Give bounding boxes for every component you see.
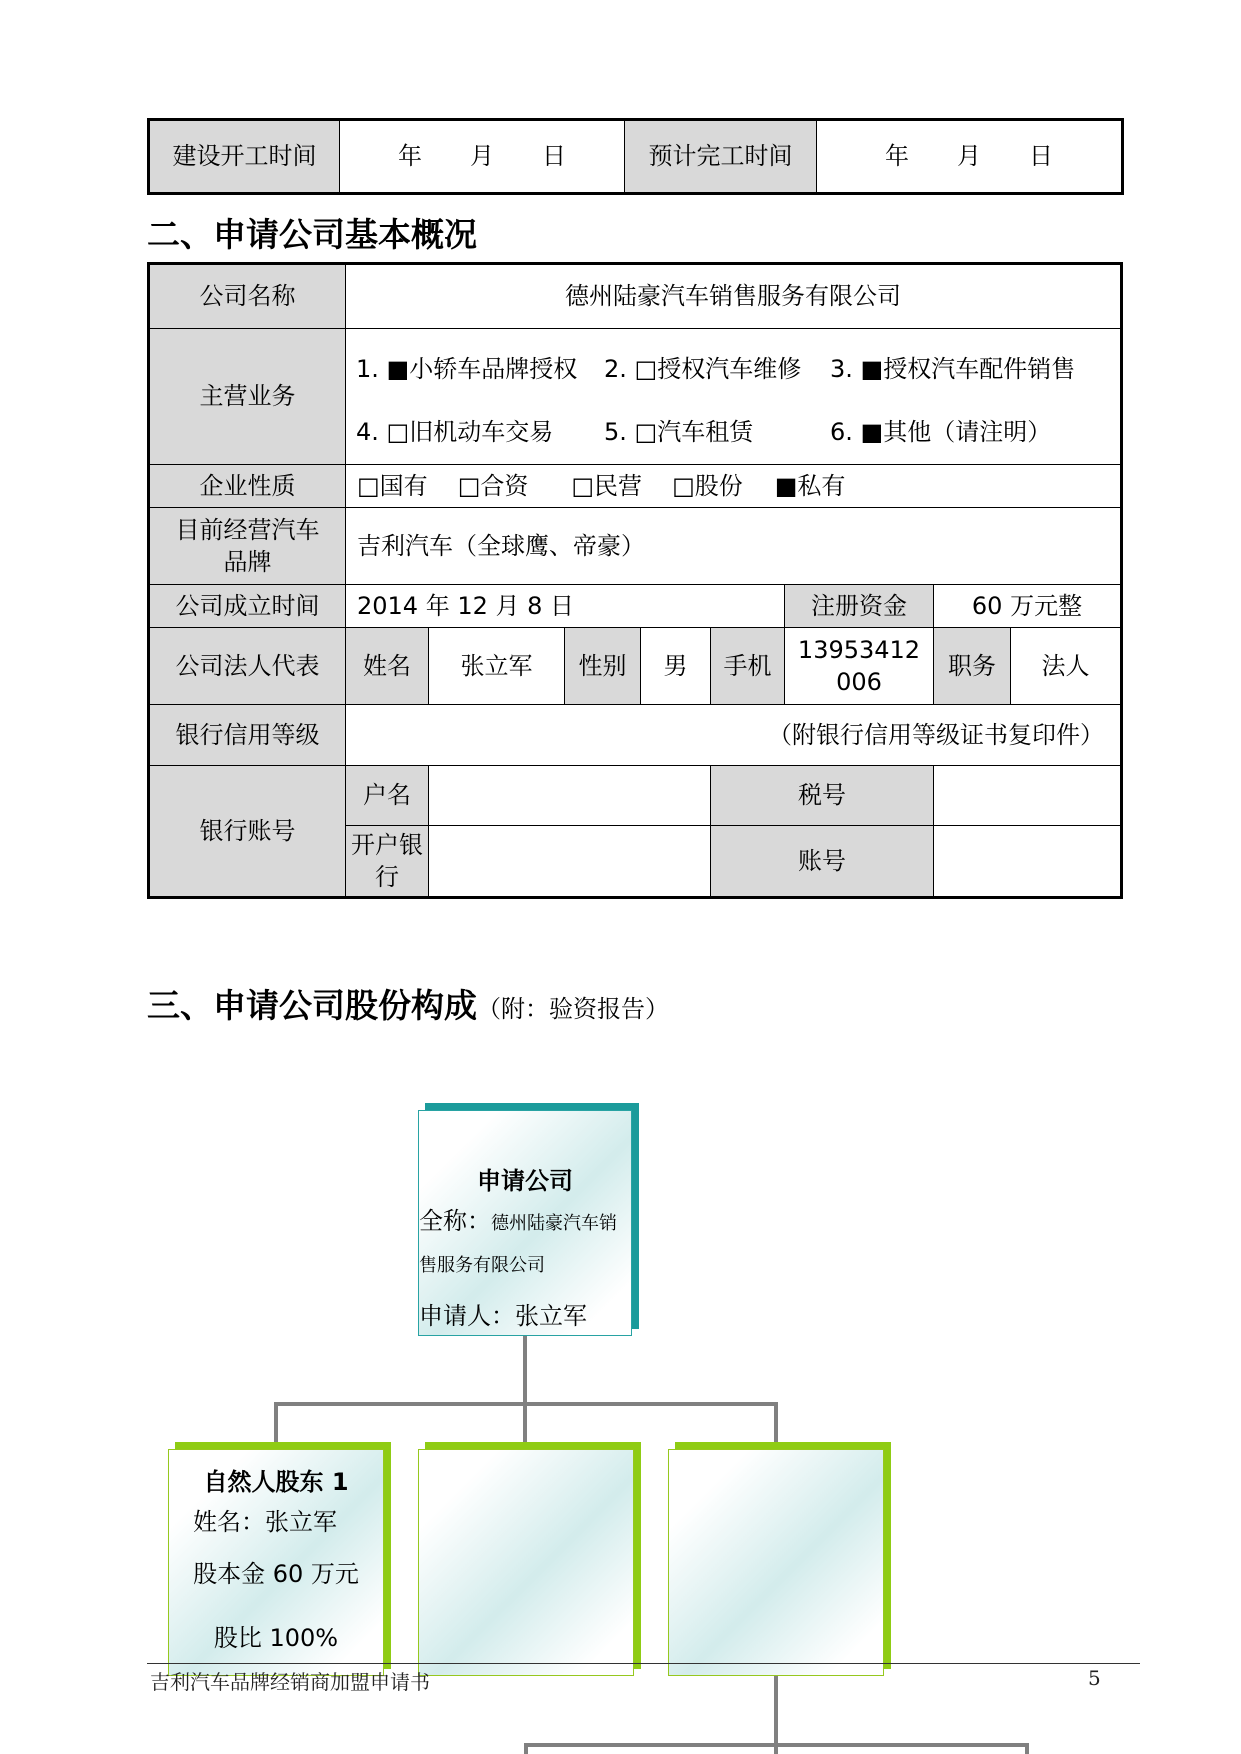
- nature-options: [346, 465, 1122, 508]
- tax-number-value: [934, 766, 1122, 826]
- shareholder-capital: 股本金 60 万元: [193, 1560, 359, 1588]
- applicant-company-box: [418, 1110, 632, 1336]
- connector-line: [524, 1743, 528, 1754]
- position-value: 法人: [1011, 628, 1122, 705]
- nature-label: 企业性质: [149, 465, 346, 508]
- page-number: 5: [1088, 1666, 1101, 1690]
- founded-label: 公司成立时间: [149, 585, 346, 628]
- shareholder-box: [168, 1449, 384, 1676]
- schedule-table: [147, 118, 1124, 195]
- business-item: 4. □旧机动车交易: [356, 418, 554, 446]
- shareholder-ratio: 股比 100%: [213, 1624, 339, 1652]
- section3-note: （附：验资报告）: [477, 995, 669, 1023]
- phone-value: 13953412 006: [785, 628, 934, 705]
- phone-label: 手机: [711, 628, 785, 705]
- shareholder-box: [668, 1449, 884, 1676]
- gender-value: 男: [641, 628, 711, 705]
- position-label: 职务: [934, 628, 1011, 705]
- account-number-label: 账号: [711, 826, 934, 898]
- footer-text: 吉利汽车品牌经销商加盟申请书: [150, 1670, 430, 1694]
- connector-line: [274, 1402, 278, 1449]
- applicant-name: 申请人：张立军: [419, 1302, 587, 1330]
- shareholder-name: 姓名：张立军: [193, 1508, 337, 1536]
- business-item: 6. ■其他（请注明）: [830, 418, 1052, 446]
- nature-option: ■私有: [774, 471, 846, 500]
- connector-line: [1025, 1743, 1029, 1754]
- start-date-label: 建设开工时间: [149, 120, 340, 194]
- fullname-line: 售服务有限公司: [419, 1255, 545, 1276]
- business-label: 主营业务: [149, 329, 346, 465]
- shareholder-title: 自然人股东 1: [203, 1468, 349, 1496]
- capital-label: 注册资金: [785, 585, 934, 628]
- start-date-value: 年 月 日: [340, 120, 625, 194]
- bank-name-label: 开户银行: [346, 826, 429, 898]
- credit-label: 银行信用等级: [149, 705, 346, 766]
- business-item: 1. ■小轿车品牌授权: [356, 355, 578, 383]
- business-item: 2. □授权汽车维修: [604, 355, 802, 383]
- company-name-value: 德州陆豪汽车销售服务有限公司: [346, 264, 1122, 329]
- account-number-value: [934, 826, 1122, 898]
- nature-option: □合资: [457, 471, 529, 500]
- business-item: 3. ■授权汽车配件销售: [830, 355, 1076, 383]
- name-value: 张立军: [429, 628, 565, 705]
- connector-line: [524, 1743, 1029, 1747]
- connector-line: [523, 1336, 527, 1405]
- connector-line: [523, 1402, 527, 1449]
- credit-note: （附银行信用等级证书复印件）: [346, 705, 1122, 766]
- brand-label: 目前经营汽车 品牌: [149, 508, 346, 585]
- nature-option: □国有: [357, 471, 428, 500]
- bank-name-value: [429, 826, 711, 898]
- fullname-line: 全称：德州陆豪汽车销: [419, 1207, 617, 1235]
- nature-option: □股份: [672, 471, 743, 500]
- business-cell: [346, 329, 1122, 465]
- brand-value: 吉利汽车（全球鹰、帝豪）: [346, 508, 1122, 585]
- end-date-value: 年 月 日: [817, 120, 1123, 194]
- footer-divider: [147, 1663, 1140, 1664]
- section2-title: 二、申请公司基本概况: [147, 215, 477, 254]
- capital-value: 60 万元整: [934, 585, 1122, 628]
- business-item: 5. □汽车租赁: [604, 418, 754, 446]
- bank-account-label: 银行账号: [149, 766, 346, 898]
- gender-label: 性别: [565, 628, 641, 705]
- tax-number-label: 税号: [711, 766, 934, 826]
- account-holder-label: 户名: [346, 766, 429, 826]
- connector-line: [774, 1402, 778, 1449]
- company-info-table: [147, 262, 1123, 899]
- name-label: 姓名: [346, 628, 429, 705]
- shareholder-box: [418, 1449, 634, 1676]
- legal-rep-label: 公司法人代表: [149, 628, 346, 705]
- nature-option: □民营: [571, 471, 643, 500]
- account-holder-value: [429, 766, 711, 826]
- company-name-label: 公司名称: [149, 264, 346, 329]
- end-date-label: 预计完工时间: [625, 120, 817, 194]
- section3-title: 三、申请公司股份构成（附：验资报告）: [147, 986, 669, 1025]
- founded-value: 2014 年 12 月 8 日: [346, 585, 785, 628]
- applicant-box-title: 申请公司: [477, 1167, 573, 1195]
